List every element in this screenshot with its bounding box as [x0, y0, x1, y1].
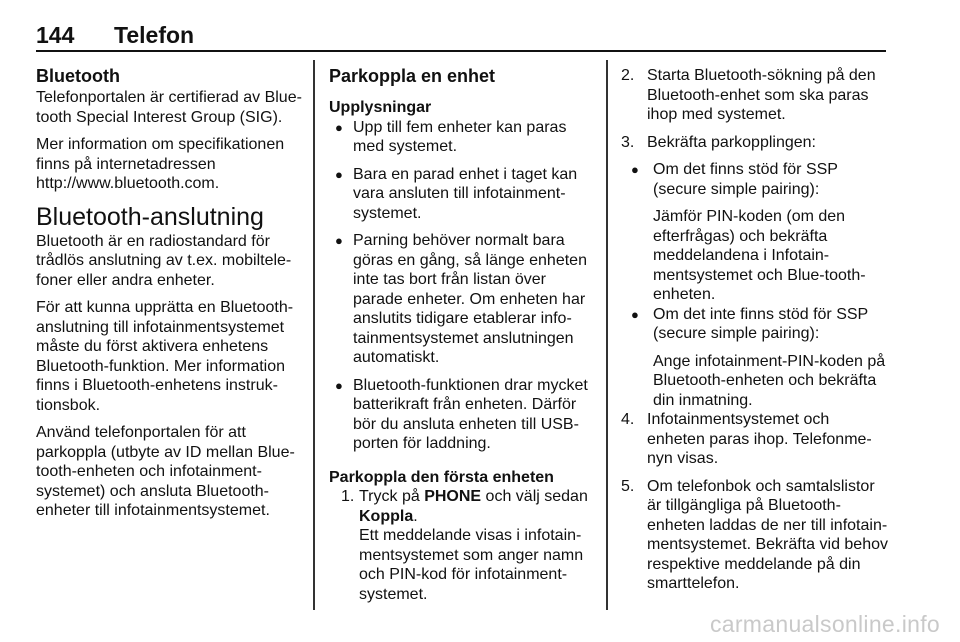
info-list: [329, 118, 597, 454]
section-heading-parkoppla: Parkoppla en enhet: [329, 66, 496, 86]
step-4: [621, 410, 889, 469]
column-3: [621, 66, 889, 602]
section-heading-bluetooth: Bluetooth: [36, 66, 120, 86]
column-2: [329, 64, 597, 612]
column-1: [36, 64, 304, 529]
page-title: Telefon: [114, 22, 195, 48]
step-text: Infotainmentsystemet och enheten paras ihop. Telefonme‐nyn visas.: [647, 411, 872, 467]
list-item: ● Parning behöver normalt bara göras en gång, så länge enheten inte tas bort från listan över parade enheter. Om enheten har anslutits tidigare etablerar info‐tainmentsystemet anslutningen automatiskt.: [329, 231, 597, 368]
paragraph: Använd telefonportalen för att parkoppla (utbyte av ID mellan Blue‐tooth-enheten och infotainment‐systemet) och ansluta Bluetooth-enheter till infotainmentsystemet.: [36, 424, 295, 519]
step-number: 1.: [341, 488, 355, 505]
paragraph: Ett meddelande visas i infotain‐mentsystemet som anger namn och PIN-kod för infotainment‐systemet.: [359, 527, 584, 603]
step-text: Starta Bluetooth-sökning på den Bluetooth-enhet som ska paras ihop med systemet.: [647, 67, 876, 123]
list-item: ● Bara en parad enhet i taget kan vara ansluten till infotainment‐systemet.: [329, 165, 597, 224]
step-number: 2.: [621, 67, 635, 84]
step-text: Tryck på: [359, 488, 425, 505]
koppla-label: Koppla: [359, 507, 414, 525]
list-item: ● Upp till fem enheter kan paras med systemet.: [329, 118, 597, 157]
page-header: [36, 0, 886, 50]
paragraph: För att kunna upprätta en Bluetooth-anslutning till infotainmentsystemet måste du först aktivera enhetens Bluetooth-funktion. Mer information finns i Bluetooth-enhetens instruk‐tionsbok.: [36, 299, 294, 414]
step-text: Om telefonbok och samtalslistor är tillgängliga på Bluetooth-enheten laddas de ner till infotain‐mentsystemet. Bekräfta vid behov respektive meddelande på din smarttelefon.: [647, 477, 888, 592]
column-divider-1: [313, 60, 315, 610]
list-item: ● Bluetooth-funktionen drar mycket batterikraft från enheten. Därför bör du ansluta enheten till USB-porten för laddning.: [329, 376, 597, 454]
header-rule: [36, 50, 886, 52]
section-heading-bluetooth-anslutning: Bluetooth-anslutning: [36, 202, 264, 231]
step-5: [621, 477, 889, 594]
step-3: [621, 133, 889, 153]
watermark: carmanualsonline.info: [709, 611, 940, 637]
sub-item-ssp: ● Om det finns stöd för SSP (secure simple pairing):: [621, 160, 889, 199]
paragraph: Jämför PIN-koden (om den efterfrågas) och bekräfta meddelandena i Infotain‐mentsystemet och Blue‐tooth-enheten.: [653, 208, 866, 303]
column-divider-2: [606, 60, 608, 610]
subheading-first-device: Parkoppla den första enheten: [329, 468, 554, 486]
paragraph: Ange infotainment-PIN-koden på Bluetooth-enheten och bekräfta din inmatning.: [653, 352, 886, 409]
step-text: .: [413, 507, 418, 525]
page-number: 144: [36, 22, 75, 48]
step-number: 4.: [621, 411, 635, 428]
step-number: 5.: [621, 477, 635, 495]
step-1: [329, 487, 597, 604]
paragraph: Bluetooth är en radiostandard för trådlös anslutning av t.ex. mobiltele‐foner eller andra enheter.: [36, 232, 292, 289]
step-text: och välj sedan: [481, 488, 588, 505]
sub-item-no-ssp: ● Om det inte finns stöd för SSP (secure simple pairing):: [621, 305, 889, 344]
paragraph: Mer information om specifikationen finns på internetadressen http://www.bluetooth.com.: [36, 136, 285, 192]
subheading-upplysningar: Upplysningar: [329, 99, 432, 116]
step-2: [621, 66, 889, 125]
phone-key-label: PHONE: [424, 488, 482, 505]
step-text: Bekräfta parkopplingen:: [647, 133, 816, 151]
paragraph: Telefonportalen är certifierad av Blue‐tooth Special Interest Group (SIG).: [36, 89, 302, 126]
step-number: 3.: [621, 133, 635, 151]
